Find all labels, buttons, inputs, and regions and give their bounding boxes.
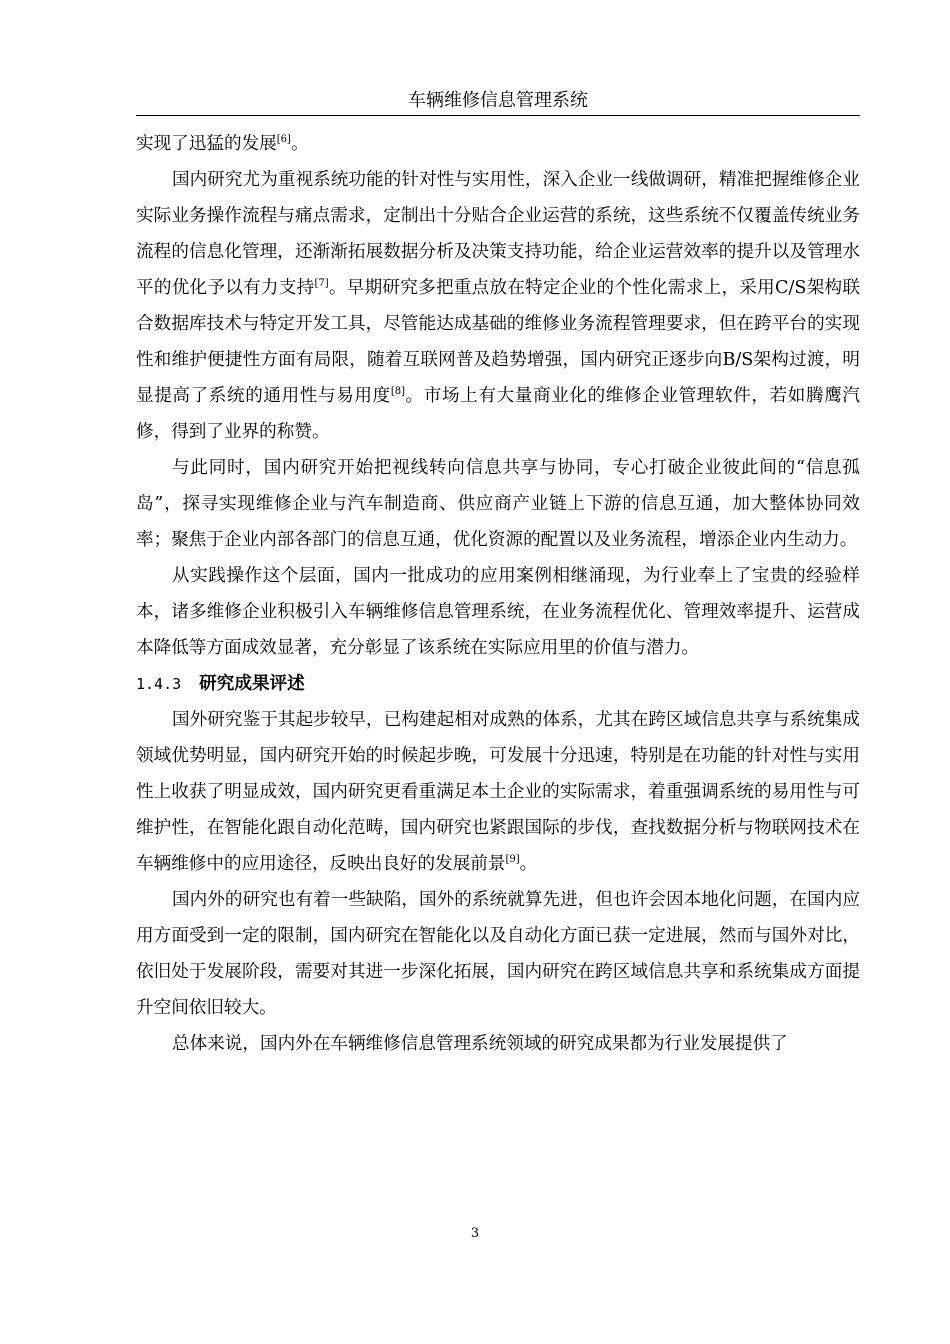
paragraph-summary: 总体来说，国内外在车辆维修信息管理系统领域的研究成果都为行业发展提供了 [172, 1034, 788, 1054]
section-heading [136, 666, 860, 702]
citation: [8] [390, 386, 405, 398]
paragraph-continuation: 实现了迅猛的发展[6]。 [136, 134, 309, 154]
page-number: 3 [470, 1226, 480, 1241]
document-body [136, 126, 860, 1062]
paragraph-info-sharing: 与此同时，国内研究开始把视线转向信息共享与协同，专心打破企业彼此间的“信息孤岛”，探寻实现维修企业与汽车制造商、供应商产业链上下游的信息互通，加大整体协同效率；聚焦于企业内部各部门的信息互通，优化资源的配置以及业务流程，增添企业内生动力。 [136, 458, 860, 550]
section-number: 1.4.3 [136, 675, 182, 693]
page-header [136, 88, 860, 116]
paragraph-domestic-research: 国内研究尤为重视系统功能的针对性与实用性，深入企业一线做调研，精准把握维修企业实际业务操作流程与痛点需求，定制出十分贴合企业运营的系统，这些系统不仅覆盖传统业务流程的信息化管理，还渐渐拓展数据分析及决策支持功能，给企业运营效率的提升以及管理水平的优化予以有力支持[7]。早期研究多把重点放在特定企业的个性化需求上，采用C/S架构联合数据库技术与特定开发工具，尽管能达成基础的维修业务流程管理要求，但在跨平台的实现性和维护便捷性方面有局限，随着互联网普及趋势增强，国内研究正逐步向B/S架构过渡，明显提高了系统的通用性与易用度[8]。市场上有大量商业化的维修企业管理软件，若如腾鹰汽修，得到了业界的称赞。 [136, 170, 860, 442]
paragraph-review-overview: 国外研究鉴于其起步较早，已构建起相对成熟的体系，尤其在跨区域信息共享与系统集成领域优势明显，国内研究开始的时候起步晚，可发展十分迅速，特别是在功能的针对性与实用性上收获了明显成效，国内研究更看重满足本土企业的实际需求，着重强调系统的易用性与可维护性，在智能化跟自动化范畴，国内研究也紧跟国际的步伐，查找数据分析与物联网技术在车辆维修中的应用途径，反映出良好的发展前景[9]。 [136, 710, 860, 874]
citation: [9] [505, 854, 520, 866]
paragraph-practice: 从实践操作这个层面，国内一批成功的应用案例相继涌现，为行业奉上了宝贵的经验样本，诸多维修企业积极引入车辆维修信息管理系统，在业务流程优化、管理效率提升、运营成本降低等方面成效显著，充分彰显了该系统在实际应用里的价值与潜力。 [136, 566, 860, 658]
citation: [7] [314, 278, 329, 290]
citation: [6] [276, 134, 291, 146]
section-title: 研究成果评述 [199, 673, 305, 694]
header-title: 车辆维修信息管理系统 [408, 90, 588, 111]
paragraph-shortcomings: 国内外的研究也有着一些缺陷，国外的系统就算先进，但也许会因本地化问题，在国内应用方面受到一定的限制，国内研究在智能化以及自动化方面已获一定进展，然而与国外对比，依旧处于发展阶段，需要对其进一步深化拓展，国内研究在跨区域信息共享和系统集成方面提升空间依旧较大。 [136, 890, 860, 1018]
